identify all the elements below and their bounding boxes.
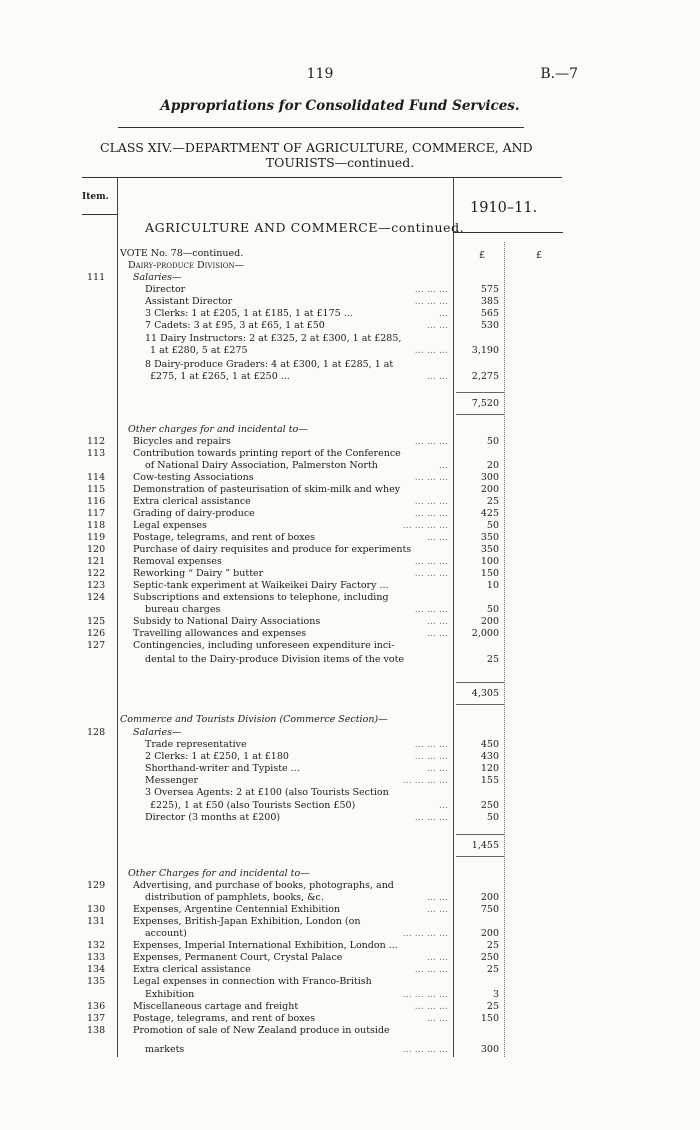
item-number: 115 [87,484,106,495]
table-row [0,714,700,726]
line-amount: 425 [480,508,499,519]
table-row [0,640,700,652]
table-row [0,320,700,332]
item-number: 131 [87,916,106,927]
year-rule [453,232,563,233]
item-number: 124 [87,592,106,603]
item-number: 138 [87,1025,106,1036]
item-number: 133 [87,952,106,963]
line-description: Contingencies, including unforeseen expenditure inci- [133,640,395,651]
table-row [0,260,700,272]
table-row [0,345,700,357]
line-amount: 25 [486,496,499,507]
line-amount: 200 [480,928,499,939]
line-amount: 385 [480,296,499,307]
line-description: 7 Cadets: 3 at £95, 3 at £65, 1 at £50 ... ... [145,320,448,331]
table-row [0,604,700,616]
subtitle-rule [118,127,524,128]
line-description: account) ... ... ... ... [145,928,448,939]
currency-symbol-right: £ [536,250,543,261]
item-number: 135 [87,976,106,987]
table-row [0,448,700,460]
line-description: markets ... ... ... ... [145,1044,448,1055]
line-description: Postage, telegrams, and rent of boxes ... ... [133,532,448,543]
table-row [0,436,700,448]
subtotal-rule [456,856,504,857]
table-row [0,868,700,880]
line-description: distribution of pamphlets, books, &c. ... ... [145,892,448,903]
item-number: 123 [87,580,106,591]
table-row [0,1025,700,1037]
line-amount: 565 [480,308,499,319]
salaries-dairy-total: 7,520 [471,398,499,409]
section-heading: AGRICULTURE AND COMMERCE—continued. [145,220,465,235]
line-amount: 2,275 [471,371,499,382]
line-amount: 300 [480,472,499,483]
line-description: Contribution towards printing report of the Conference [133,448,401,459]
table-top-rule [82,177,562,178]
line-amount: 50 [486,604,499,615]
line-amount: 25 [486,964,499,975]
line-amount: 100 [480,556,499,567]
line-description: Extra clerical assistance ... ... ... [133,964,448,975]
table-row [0,1044,700,1056]
line-amount: 750 [480,904,499,915]
table-row [0,916,700,928]
item-column-header: Item. [82,192,109,202]
table-row [0,592,700,604]
line-description: Assistant Director ... ... ... [145,296,448,307]
line-description: 3 Oversea Agents: 2 at £100 (also Tourists Section [145,787,389,798]
line-description: Shorthand-writer and Typiste ... ... ... [145,763,448,774]
table-row [0,976,700,988]
line-description: Director (3 months at £200) ... ... ... [145,812,448,823]
line-amount: 120 [480,763,499,774]
table-row [0,544,700,556]
line-amount: 450 [480,739,499,750]
table-row [0,616,700,628]
table-row [0,568,700,580]
line-amount: 10 [486,580,499,591]
table-row [0,496,700,508]
subtotal-rule [456,704,504,705]
line-description: Salaries— [133,272,182,283]
table-row [0,580,700,592]
table-row [0,359,700,371]
item-number: 130 [87,904,106,915]
line-amount: 250 [480,800,499,811]
line-description: Purchase of dairy requisites and produce for experiments [133,544,412,555]
line-description: Dairy-produce Division— [128,260,245,271]
table-row [0,892,700,904]
line-description: Messenger ... ... ... ... [145,775,448,786]
table-row [0,1001,700,1013]
line-amount: 3,190 [471,345,499,356]
item-number: 126 [87,628,106,639]
line-description: Exhibition ... ... ... ... [145,989,448,1000]
line-amount: 350 [480,544,499,555]
item-number: 114 [87,472,106,483]
item-number: 122 [87,568,106,579]
line-description: Expenses, Argentine Centennial Exhibition ... ... [133,904,448,915]
item-number: 118 [87,520,106,531]
table-row [0,763,700,775]
table-row [0,520,700,532]
item-number: 117 [87,508,106,519]
currency-symbol-left: £ [479,250,486,261]
line-description: Miscellaneous cartage and freight ... ... ... [133,1001,448,1012]
table-row [0,880,700,892]
line-amount: 250 [480,952,499,963]
line-description: 2 Clerks: 1 at £250, 1 at £180 ... ... ... [145,751,448,762]
item-number: 116 [87,496,106,507]
item-number: 128 [87,727,106,738]
table-row [0,272,700,284]
line-description: Expenses, British-Japan Exhibition, London (on [133,916,361,927]
line-description: Bicycles and repairs ... ... ... [133,436,448,447]
line-amount: 2,000 [471,628,499,639]
line-description: Legal expenses ... ... ... ... [133,520,448,531]
table-row [0,532,700,544]
table-row [0,424,700,436]
table-row [0,904,700,916]
line-amount: 430 [480,751,499,762]
table-row [0,508,700,520]
line-description: Septic-tank experiment at Waikeikei Dairy Factory ... [133,580,389,591]
line-amount: 3 [492,989,499,1000]
line-description: bureau charges ... ... ... [145,604,448,615]
line-description: Other Charges for and incidental to— [128,868,310,879]
item-number: 121 [87,556,106,567]
table-row [0,460,700,472]
table-row [0,284,700,296]
table-row [0,940,700,952]
line-amount: 25 [486,940,499,951]
item-number: 120 [87,544,106,555]
table-row [0,739,700,751]
subtotal-rule [456,392,504,393]
line-description: Legal expenses in connection with Franco-British [133,976,372,987]
line-amount: 150 [480,1013,499,1024]
line-amount: 200 [480,616,499,627]
line-description: 3 Clerks: 1 at £205, 1 at £185, 1 at £175 ... ... [145,308,448,319]
item-number: 125 [87,616,106,627]
line-description: Travelling allowances and expenses ... ... [133,628,448,639]
line-description: 8 Dairy-produce Graders: 4 at £300, 1 at £285, 1 at [145,359,394,370]
table-row [0,812,700,824]
line-amount: 300 [480,1044,499,1055]
table-row [0,484,700,496]
line-description: Expenses, Permanent Court, Crystal Palace ... ... [133,952,448,963]
line-description: VOTE No. 78—continued. [120,248,244,259]
item-number: 136 [87,1001,106,1012]
table-row [0,727,700,739]
subtotal-rule [456,682,504,683]
line-amount: 25 [486,654,499,665]
line-description: Expenses, Imperial International Exhibition, London ... [133,940,398,951]
item-number: 113 [87,448,106,459]
subtotal-rule [456,414,504,415]
line-description: Cow-testing Associations ... ... ... [133,472,448,483]
line-description: Subscriptions and extensions to telephone, including [133,592,389,603]
line-description: Promotion of sale of New Zealand produce in outside [133,1025,390,1036]
class-title-line1: CLASS XIV.—DEPARTMENT OF AGRICULTURE, COMMERCE, AND [100,140,533,155]
table-row [0,371,700,383]
page-number: 119 [306,66,334,82]
line-description: 11 Dairy Instructors: 2 at £325, 2 at £300, 1 at £285, [145,333,402,344]
line-description: Grading of dairy-produce ... ... ... [133,508,448,519]
table-row [0,296,700,308]
line-description: Postage, telegrams, and rent of boxes ... ... [133,1013,448,1024]
line-amount: 50 [486,520,499,531]
line-amount: 200 [480,484,499,495]
line-amount: 155 [480,775,499,786]
table-row [0,989,700,1001]
table-row [0,654,700,666]
table-row [0,308,700,320]
line-amount: 50 [486,436,499,447]
item-number: 119 [87,532,106,543]
line-description: £225), 1 at £50 (also Tourists Section £50) ... [150,800,448,811]
table-row [0,787,700,799]
table-row [0,952,700,964]
line-description: 1 at £280, 5 at £275 ... ... ... [150,345,448,356]
item-label-rule [82,214,118,215]
class-title-line2: TOURISTS—continued. [265,155,415,170]
line-amount: 150 [480,568,499,579]
line-amount: 575 [480,284,499,295]
table-row [0,928,700,940]
line-description: Advertising, and purchase of books, photographs, and [133,880,394,891]
line-description: Commerce and Tourists Division (Commerce Section)— [120,714,388,725]
line-description: Subsidy to National Dairy Associations ... ... [133,616,448,627]
line-description: dental to the Dairy-produce Division items of the vote [145,654,405,665]
line-amount: 350 [480,532,499,543]
table-row [0,964,700,976]
line-description: Trade representative ... ... ... [145,739,448,750]
salaries-commerce-total: 1,455 [471,840,499,851]
line-description: Removal expenses ... ... ... [133,556,448,567]
item-number: 127 [87,640,106,651]
line-description: £275, 1 at £265, 1 at £250 ... ... ... [150,371,448,382]
line-amount: 200 [480,892,499,903]
item-number: 129 [87,880,106,891]
line-description: Salaries— [133,727,182,738]
subtotal-rule [456,834,504,835]
item-number: 134 [87,964,106,975]
table-row [0,556,700,568]
page-subtitle: Appropriations for Consolidated Fund Services. [160,98,520,114]
other-charges-dairy-total: 4,305 [471,688,499,699]
table-row [0,800,700,812]
line-description: Extra clerical assistance ... ... ... [133,496,448,507]
line-amount: 50 [486,812,499,823]
line-amount: 20 [486,460,499,471]
item-number: 132 [87,940,106,951]
table-row [0,472,700,484]
table-row [0,628,700,640]
table-row [0,1013,700,1025]
item-number: 112 [87,436,106,447]
line-description: Director ... ... ... [145,284,448,295]
line-description: Reworking “ Dairy ” butter ... ... ... [133,568,448,579]
table-row [0,248,700,260]
document-code: B.—7 [540,66,578,82]
table-row [0,333,700,345]
table-row [0,751,700,763]
line-amount: 530 [480,320,499,331]
line-description: Other charges for and incidental to— [128,424,308,435]
financial-year: 1910–11. [470,200,538,216]
line-amount: 25 [486,1001,499,1012]
line-description: of National Dairy Association, Palmerston North ... [145,460,448,471]
line-description: Demonstration of pasteurisation of skim-milk and whey [133,484,401,495]
item-number: 111 [87,272,106,283]
table-row [0,775,700,787]
item-number: 137 [87,1013,106,1024]
